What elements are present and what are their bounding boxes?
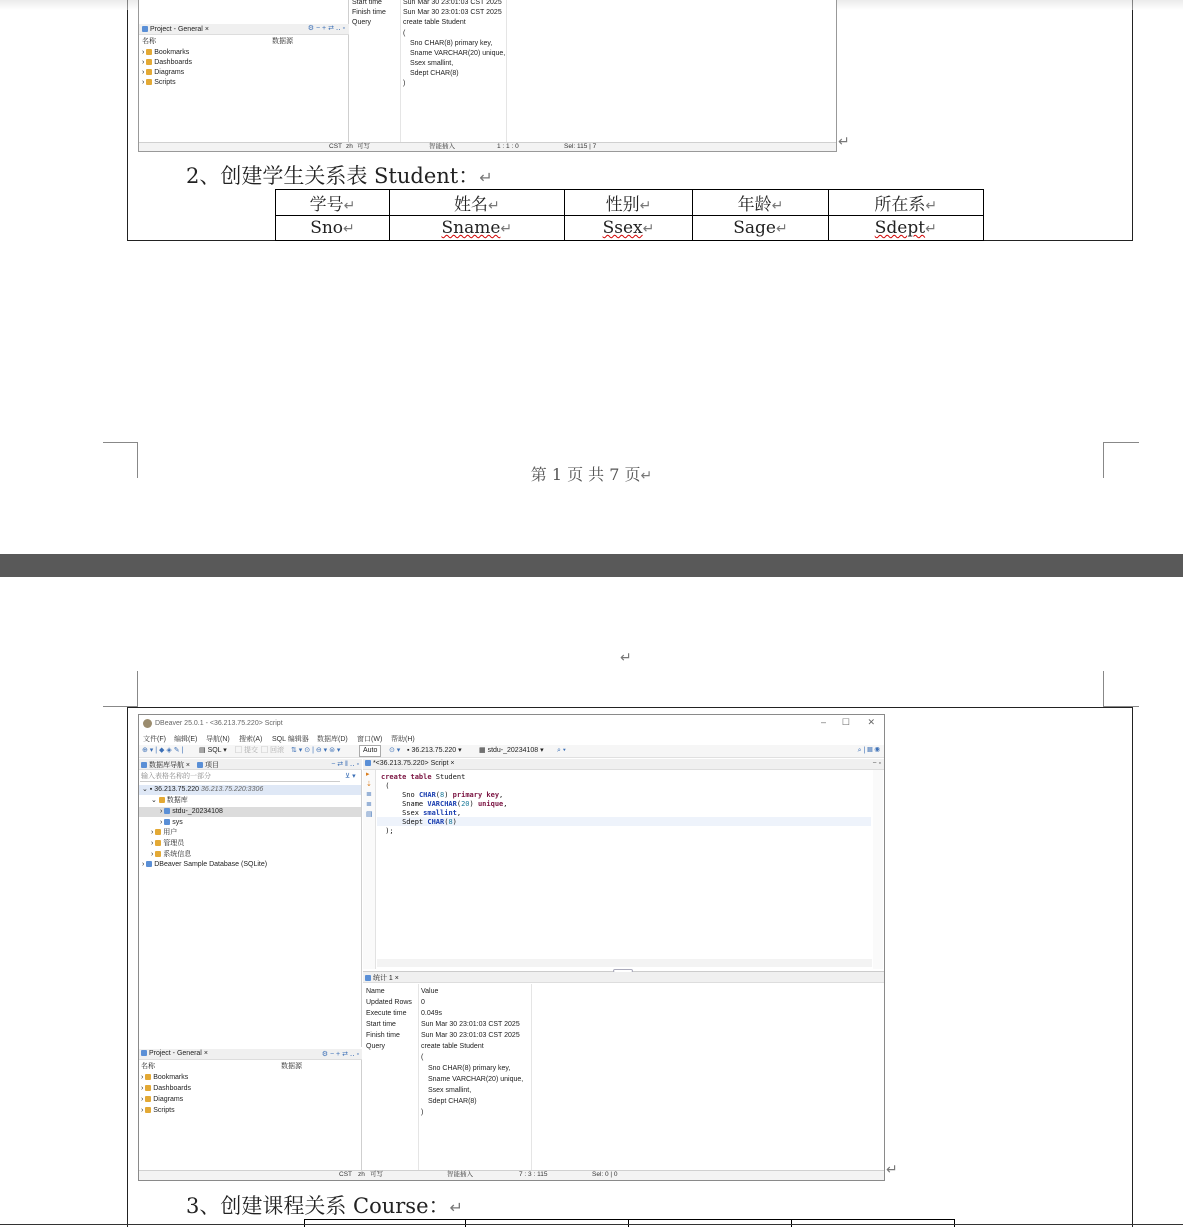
status-selection: Sel: 115 | 7 (564, 143, 597, 150)
sql-code[interactable]: create table Student ( Sno CHAR(8) primary key, Sname VARCHAR(20) unique, Ssex smallint, Sdept CHAR(8) ); (381, 773, 508, 835)
tree-item[interactable]: › stdu-_20234108 (160, 808, 223, 815)
table-cell: 学号↵ (276, 190, 390, 216)
project-item[interactable]: › Bookmarks (142, 49, 190, 56)
course-table-top (304, 1219, 955, 1227)
folder-icon (155, 840, 161, 846)
stat-name: Finish time (352, 9, 386, 16)
page2-border-left (127, 707, 128, 1227)
stats-icon (365, 975, 371, 981)
search-icon[interactable]: ⌕ ▾ (557, 747, 566, 754)
table-cell: 年龄↵ (693, 190, 828, 216)
status-insert: 智能插入 (429, 143, 455, 150)
stat-value: Sun Mar 30 23:01:03 CST 2025 (421, 1032, 520, 1039)
table-cell: Sno↵ (276, 216, 390, 241)
perspective-icons[interactable]: ⌕ | ▦ ◉ (857, 747, 880, 754)
toolbar (139, 745, 884, 758)
query-line: Sdept CHAR(8) (428, 1098, 477, 1105)
minimize-icon[interactable]: – (820, 717, 826, 727)
status-cursor: 1 : 1 : 0 (497, 143, 519, 150)
status-lang: zh (358, 1171, 365, 1178)
stat-name: Query (366, 1043, 386, 1050)
clock-icon[interactable]: ⊙ ▾ (389, 747, 401, 754)
sql-button[interactable]: ▤ SQL ▾ (199, 747, 227, 754)
tree-item[interactable]: › 用户 (151, 829, 178, 836)
query-line: Sno CHAR(8) primary key, (428, 1065, 511, 1072)
project-item[interactable]: › Dashboards (142, 59, 192, 66)
menu-file[interactable]: 文件(F) (143, 736, 166, 743)
database-icon (164, 819, 170, 825)
page-border-left (127, 0, 128, 240)
project-item[interactable]: › Dashboards (141, 1085, 191, 1092)
toolbar-icons[interactable]: ⊕ ▾ | ◆ ◈ ✎ | (142, 747, 184, 754)
table-cell: 所在系↵ (828, 190, 983, 216)
tree-connection[interactable]: ⌄ ▪ 36.213.75.220 36.213.75.220:3306 (142, 786, 264, 793)
sqlite-icon (146, 861, 152, 867)
folder-icon (146, 59, 152, 65)
database-icon (141, 762, 147, 768)
explain-icon[interactable]: ≣ (366, 791, 372, 798)
run-script-icon[interactable]: ⇣ (366, 781, 372, 788)
dbeaver-logo-icon (143, 719, 152, 728)
filter-input[interactable] (140, 772, 340, 782)
project-panel-header (139, 1049, 362, 1060)
filter-placeholder: 输入表格名称的一部分 (141, 773, 211, 780)
results-header (363, 972, 885, 983)
table-row (276, 216, 984, 241)
project-panel-header (139, 24, 349, 35)
menu-window[interactable]: 窗口(W) (357, 736, 383, 743)
rollback-button[interactable]: ▢ 回滚 (261, 747, 284, 754)
table-cell: Ssex↵ (564, 216, 693, 241)
h-scrollbar[interactable] (377, 959, 872, 967)
folder-icon (155, 851, 161, 857)
col-source: 数据源 (272, 38, 293, 45)
status-lang: zh (346, 143, 353, 150)
folder-icon (145, 1074, 151, 1080)
query-line: Sname VARCHAR(20) unique, (428, 1076, 524, 1083)
status-tz: CST (329, 143, 342, 150)
page-border-right (1132, 0, 1133, 240)
editor-tab[interactable]: *<36.213.75.220> Script × (365, 760, 455, 767)
table-row (276, 190, 984, 216)
editor-side-toolbar (363, 770, 376, 969)
stat-name: Execute time (366, 1010, 407, 1017)
menu-database[interactable]: 数据库(D) (317, 736, 348, 743)
editor-max-icon[interactable]: − ▫ (872, 760, 881, 767)
dbeaver-window (138, 714, 885, 1181)
stat-value: create table Student (421, 1043, 484, 1050)
crop-mark (1103, 671, 1139, 707)
tree-item[interactable]: ⌄ 数据库 (151, 797, 188, 804)
project-tab[interactable]: Project - General × (142, 25, 209, 35)
title-bar (139, 715, 884, 733)
col-name: 名称 (142, 38, 156, 45)
folder-icon (146, 49, 152, 55)
page2-bottom-rule (0, 1224, 1183, 1225)
project-item[interactable]: › Bookmarks (141, 1074, 189, 1081)
results-tab[interactable]: 统计 1 × (365, 973, 399, 983)
table-cell: Sage↵ (693, 216, 828, 241)
stat-name: Start time (366, 1021, 396, 1028)
folder-icon (155, 829, 161, 835)
folder-icon (146, 79, 152, 85)
stat-name: Name (366, 988, 385, 995)
status-tz: CST (339, 1171, 352, 1178)
panel-tools-icon[interactable]: ⚙ − + ⇄ ‥ ▫ (307, 25, 345, 32)
tree-item[interactable]: › DBeaver Sample Database (SQLite) (142, 861, 268, 868)
query-line: ) (421, 1109, 424, 1116)
filter-icon[interactable]: ⊻ ▾ (345, 773, 356, 780)
project-icon (197, 762, 203, 768)
stat-value: Sun Mar 30 23:01:03 CST 2025 (403, 0, 502, 6)
folder-icon (145, 1107, 151, 1113)
project-panel (139, 0, 349, 143)
table-cell: 性别↵ (564, 190, 693, 216)
stat-value: 0.049s (421, 1010, 443, 1017)
menu-navigate[interactable]: 导航(N) (206, 736, 230, 743)
stat-value: 0 (421, 999, 425, 1006)
menu-edit[interactable]: 编辑(E) (174, 736, 198, 743)
student-table (275, 189, 984, 241)
sql-editor (363, 759, 885, 969)
stat-name: Start time (352, 0, 382, 6)
table-cell: Sname↵ (389, 216, 564, 241)
menu-help[interactable]: 帮助(H) (391, 736, 415, 743)
status-mode: 可写 (357, 143, 370, 150)
status-mode: 可写 (370, 1171, 383, 1178)
results-panel (363, 971, 885, 1171)
folder-icon (145, 1085, 151, 1091)
status-cursor: 7 : 3 : 115 (519, 1171, 548, 1178)
status-selection: Sel: 0 | 0 (592, 1171, 618, 1178)
col-name: 名称 (141, 1063, 155, 1070)
query-line: ( (403, 30, 406, 37)
page2-border-top (127, 707, 1133, 708)
stats-panel (349, 0, 837, 143)
stat-value: Value (421, 988, 439, 995)
stat-value: Sun Mar 30 23:01:03 CST 2025 (421, 1021, 520, 1028)
schema-select[interactable]: ▦ stdu-_20234108 ▾ (479, 747, 544, 754)
status-bar (139, 1170, 884, 1180)
tree-item[interactable]: › 管理员 (151, 840, 185, 847)
tree-item[interactable]: › 系统信息 (151, 851, 192, 858)
tx-icons[interactable]: ⇅ ▾ ⊙ | ⊖ ▾ ⊜ ▾ (291, 747, 341, 754)
project-icon (142, 26, 148, 32)
embedded-screenshot-1 (138, 0, 837, 152)
format-icon[interactable]: ≣ (366, 801, 372, 808)
project-panel (139, 1049, 362, 1171)
table-cell: Sdept↵ (828, 216, 983, 241)
query-line: ( (421, 1054, 424, 1061)
navigator-panel (139, 759, 362, 1047)
project-item[interactable]: › Scripts (142, 79, 176, 86)
maximize-icon[interactable]: ☐ (841, 717, 850, 727)
table-cell: 姓名↵ (389, 190, 564, 216)
crop-mark (103, 671, 138, 707)
status-bar (139, 142, 836, 151)
heading-course: 3、创建课程关系 Course：↵ (186, 1194, 463, 1218)
window-title: DBeaver 25.0.1 - <36.213.75.220> Script (155, 720, 283, 727)
run-icon[interactable]: ▸ (366, 771, 370, 778)
stat-value: Sun Mar 30 23:01:03 CST 2025 (403, 9, 502, 16)
project-item[interactable]: › Diagrams (142, 69, 185, 76)
query-line: ) (403, 80, 406, 87)
col-source: 数据源 (281, 1063, 302, 1070)
query-line: Sno CHAR(8) primary key, (410, 40, 493, 47)
stat-name: Finish time (366, 1032, 400, 1039)
folder-icon (146, 69, 152, 75)
project-item[interactable]: › Diagrams (141, 1096, 184, 1103)
project-tab[interactable]: Project - General × (141, 1050, 208, 1057)
paragraph-mark: ↵ (838, 134, 850, 150)
page-footer: 第 1 页 共 7 页↵ (530, 465, 653, 484)
folder-icon (159, 797, 165, 803)
project-tools-icon[interactable]: ⚙ − + ⇄ ‥ ▫ (321, 1051, 359, 1058)
status-insert: 智能插入 (447, 1171, 473, 1178)
query-line: Sname VARCHAR(20) unique, (410, 50, 506, 57)
heading-student: 2、创建学生关系表 Student：↵ (186, 164, 493, 188)
query-line: Ssex smallint, (428, 1087, 472, 1094)
query-line: Ssex smallint, (410, 60, 454, 67)
v-scrollbar[interactable] (873, 770, 883, 969)
paragraph-mark: ↵ (886, 1162, 898, 1178)
export-icon[interactable]: ▤ (366, 811, 373, 818)
menu-bar (139, 733, 884, 745)
stat-name: Updated Rows (366, 999, 412, 1006)
project-item[interactable]: › Scripts (141, 1107, 175, 1114)
auto-commit-select[interactable]: Auto (359, 745, 381, 757)
commit-button[interactable]: ▢ 提交 (235, 747, 258, 754)
menu-sql-editor[interactable]: SQL 编辑器 (272, 736, 309, 743)
project-tab-small[interactable]: 项目 (197, 760, 219, 770)
menu-search[interactable]: 搜索(A) (239, 736, 263, 743)
project-icon (141, 1050, 147, 1056)
script-icon (365, 760, 371, 766)
page2-border-right (1132, 707, 1133, 1227)
nav-tools-icon[interactable]: − ⇄ ‖ ‥ ▫ (331, 761, 359, 768)
stat-name: Query (352, 19, 372, 26)
close-icon[interactable]: ✕ (867, 717, 875, 727)
stat-value: create table Student (403, 19, 466, 26)
query-line: Sdept CHAR(8) (410, 70, 459, 77)
editor-header (363, 759, 885, 770)
nav-tab[interactable]: 数据库导航 × (141, 760, 190, 770)
folder-icon (145, 1096, 151, 1102)
database-icon (164, 808, 170, 814)
page-separator (0, 554, 1183, 577)
navigator-header (139, 759, 362, 770)
tree-item[interactable]: › sys (160, 819, 183, 826)
server-select[interactable]: ▪ 36.213.75.220 ▾ (407, 747, 462, 754)
paragraph-mark: ↵ (620, 650, 632, 666)
